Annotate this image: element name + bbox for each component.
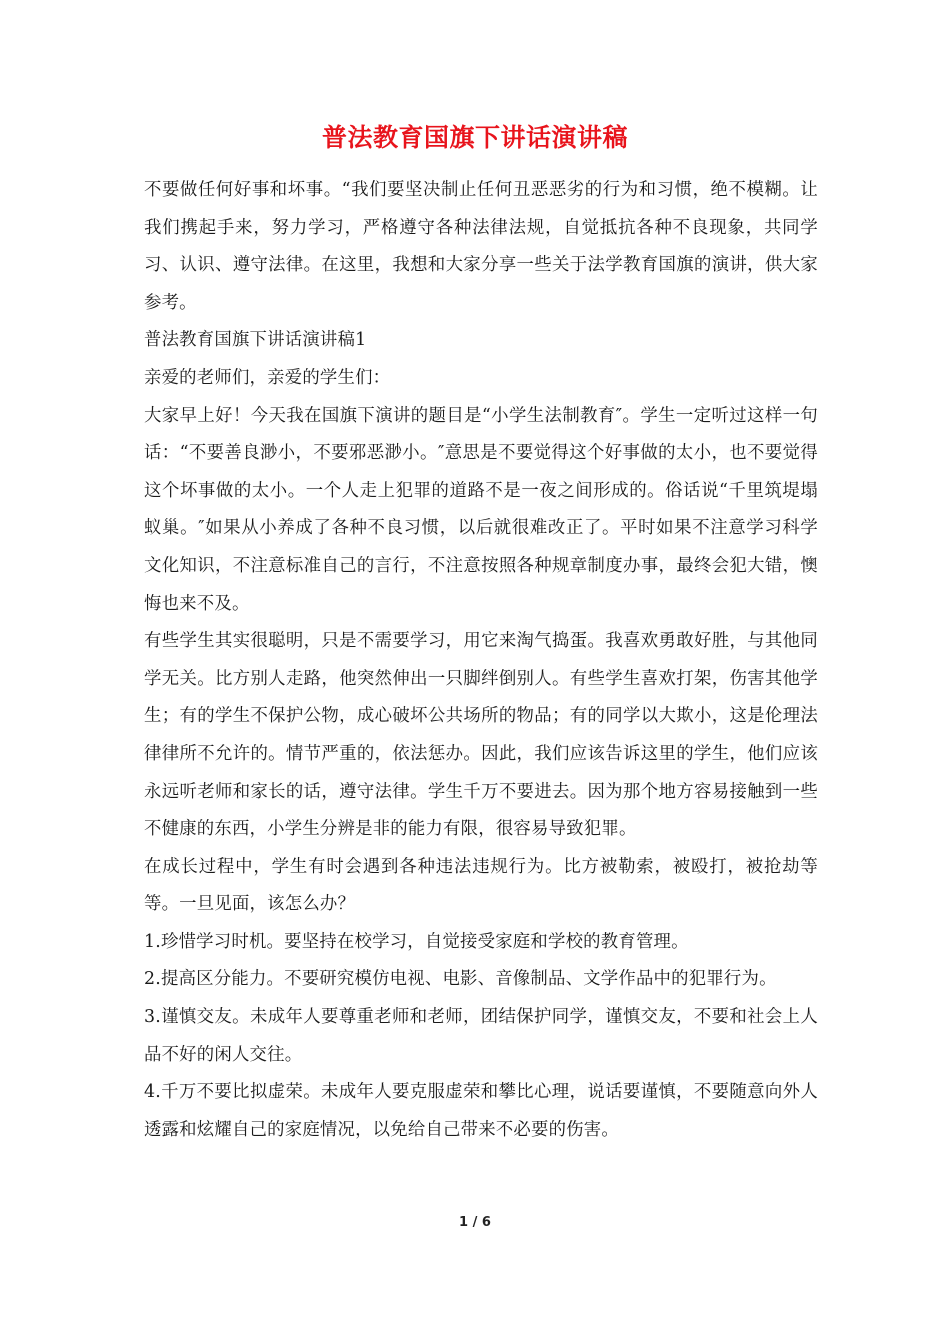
page-current: 1 [459,1215,469,1230]
paragraph-intro: 不要做任何好事和坏事。“我们要坚决制止任何丑恶恶劣的行为和习惯，绝不模糊。让我们携起手来，努力学习，严格遵守各种法律法规，自觉抵抗各种不良现象，共同学习、认识、遵守法律。在这里，我想和大家分享一些关于法学教育国旗的演讲，供大家参考。 [144,180,818,313]
document-body [144,172,818,1149]
paragraph-growth: 在成长过程中，学生有时会遇到各种违法违规行为。比方被勒索，被殴打，被抢劫等等。一旦见面，该怎么办？ [144,856,818,915]
document-title: 普法教育国旗下讲话演讲稿 [321,123,628,152]
paragraph-behavior: 有些学生其实很聪明，只是不需要学习，用它来淘气捣蛋。我喜欢勇敢好胜，与其他同学无关。比方别人走路，他突然伸出一只脚绊倒别人。有些学生喜欢打架，伤害其他学生；有的学生不保护公物，成心破坏公共场所的物品；有的同学以大欺小，这是伦理法律律所不允许的。情节严重的，依法惩办。因此，我们应该告诉这里的学生，他们应该永远听老师和家长的话，遵守法律。学生千万不要进去。因为那个地方容易接触到一些不健康的东西，小学生分辨是非的能力有限，很容易导致犯罪。 [144,631,818,840]
paragraph-greeting: 亲爱的老师们，亲爱的学生们： [144,367,391,388]
list-item-1: 1.珍惜学习时机。要坚持在校学习，自觉接受家庭和学校的教育管理。 [144,931,689,952]
page-total: 6 [481,1215,491,1230]
page-separator: / [472,1215,478,1230]
page-number [0,1213,950,1233]
list-item-3: 3.谨慎交友。未成年人要尊重老师和老师，团结保护同学，谨慎交友，不要和社会上人品不好的闲人交往。 [144,1007,818,1065]
paragraph-opening: 大家早上好！今天我在国旗下演讲的题目是“小学生法制教育″。学生一定听过这样一句话：“不要善良渺小，不要邪恶渺小。″意思是不要觉得这个好事做的太小，也不要觉得这个坏事做的太小。一个人走上犯罪的道路不是一夜之间形成的。俗话说“千里筑堤塌蚁巢。″如果从小养成了各种不良习惯，以后就很难改正了。平时如果不注意学习科学文化知识，不注意标准自己的言行，不注意按照各种规章制度办事，最终会犯大错，懊悔也来不及。 [144,405,818,614]
paragraph-subtitle: 普法教育国旗下讲话演讲稿1 [144,330,367,351]
list-item-4: 4.千万不要比拟虚荣。未成年人要克服虚荣和攀比心理，说话要谨慎，不要随意向外人透露和炫耀自己的家庭情况，以免给自己带来不必要的伤害。 [144,1082,818,1140]
list-item-2: 2.提高区分能力。不要研究模仿电视、电影、音像制品、文学作品中的犯罪行为。 [144,969,777,990]
